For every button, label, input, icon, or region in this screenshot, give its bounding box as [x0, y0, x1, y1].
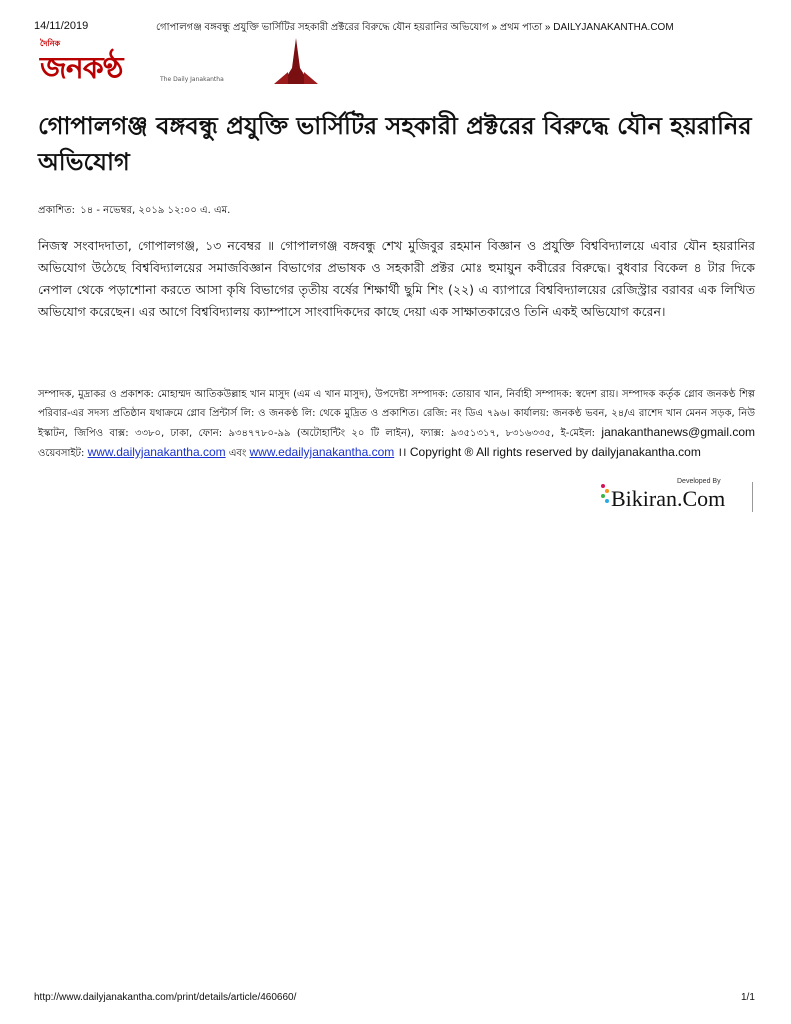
badge-divider [752, 482, 753, 512]
print-footer-url: http://www.dailyjanakantha.com/print/details/article/460660/ [34, 992, 297, 1003]
print-header-title: গোপালগঞ্জ বঙ্গবন্ধু প্রযুক্তি ভার্সিটির সহকারী প্রক্টরের বিরুদ্ধে যৌন হয়রানির অভিযোগ » প্রথম পাতা » DAILYJANAKANTHA.COM [156, 22, 674, 33]
contact-email: janakanthanews@gmail.com [601, 425, 755, 439]
developer-brand: Bikiran.Com [611, 486, 726, 511]
developer-label: Developed By [677, 478, 721, 485]
article-body: নিজস্ব সংবাদদাতা, গোপালগঞ্জ, ১৩ নবেম্বর ॥ গোপালগঞ্জ বঙ্গবন্ধু শেখ মুজিবুর রহমান বিজ্ঞান ও প্রযুক্তি বিশ্ববিদ্যালয়ে এবার যৌন হয়রানির অভিযোগ উঠেছে বিশ্ববিদ্যালয়ের সমাজবিজ্ঞান বিভাগের প্রভাষক ও সহকারী প্রক্টর মোঃ হুমায়ুন কবীরের বিরুদ্ধে। বুধবার বিকেল ৪ টার দিকে নেপাল থেকে পড়াশোনা করতে আসা কৃষি বিভাগের তৃতীয় বর্ষের শিক্ষার্থী ছুমি শিং (২২) এ ব্যাপারে বিশ্ববিদ্যালয়ের রেজিস্ট্রার বরাবর এক লিখিত অভিযোগ করেছেন। এর আগে বিশ্ববিদ্যালয় ক্যাম্পাসে সাংবাদিকদের কাছে দেয়া এক সাক্ষাতকারেও তিনি একই অভিযোগ করেন। [38, 238, 755, 319]
imprint-text: সম্পাদক, মুদ্রাকর ও প্রকাশক: মোহাম্মদ আতিকউল্লাহ খান মাসুদ (এম এ খান মাসুদ), উপদেষ্টা সম্পাদক: তোয়াব খান, নির্বাহী সম্পাদক: স্বদেশ রায়। সম্পাদক কর্তৃক গ্লোব জনকণ্ঠ শিল্প পরিবার-এর সদস্য প্রতিষ্ঠান যথাক্রমে গ্লোব প্রিন্টার্স লি: ও জনকণ্ঠ লি: থেকে মুদ্রিত ও প্রকাশিত। রেজি: নং ডিএ ৭৯৬। কার্যালয়: জনকণ্ঠ ভবন, ২৪/এ রাশেদ খান মেনন সড়ক, নিউ ইস্কাটন, জিপিও বাক্স: ৩৩৮০, ঢাকা, ফোন: ৯৩৪৭৭৮০-৯৯ (অটোহান্টিং ২০ টি লাইন), ফ্যাক্স: ৯৩৫১৩১৭, ৮৩১৬৩৩৫, ই-মেইল: [38, 389, 755, 439]
publish-info [38, 203, 230, 220]
copyright-text: ।। Copyright ® All rights reserved by dailyjanakantha.com [397, 445, 701, 459]
and-label: এবং [228, 448, 247, 459]
article-headline: গোপালগঞ্জ বঙ্গবন্ধু প্রযুক্তি ভার্সিটির সহকারী প্রক্টরের বিরুদ্ধে যৌন হয়রানির অভিযোগ [38, 112, 752, 176]
website-label: ওয়েবসাইট: [38, 448, 85, 459]
logo-top-text: দৈনিক [40, 39, 61, 48]
developer-badge[interactable] [597, 478, 757, 514]
published-value: ১৪ - নভেম্বর, ২০১৯ ১২:০০ এ. এম. [80, 205, 231, 216]
website-link-dailyjanakantha[interactable]: www.dailyjanakantha.com [87, 445, 226, 459]
website-link-edailyjanakantha[interactable]: www.edailyjanakantha.com [249, 445, 395, 459]
footer-imprint [38, 385, 755, 463]
bikiran-dots-icon [601, 484, 609, 508]
published-label: প্রকাশিত: [38, 205, 76, 216]
logo-sub-text: The Daily Janakantha [160, 76, 224, 83]
print-date: 14/11/2019 [34, 20, 89, 32]
print-page-number: 1/1 [741, 992, 755, 1003]
site-logo[interactable] [38, 38, 308, 84]
logo-main-text: জনকণ্ঠ [40, 51, 123, 86]
logo-tower-icon [266, 38, 326, 84]
